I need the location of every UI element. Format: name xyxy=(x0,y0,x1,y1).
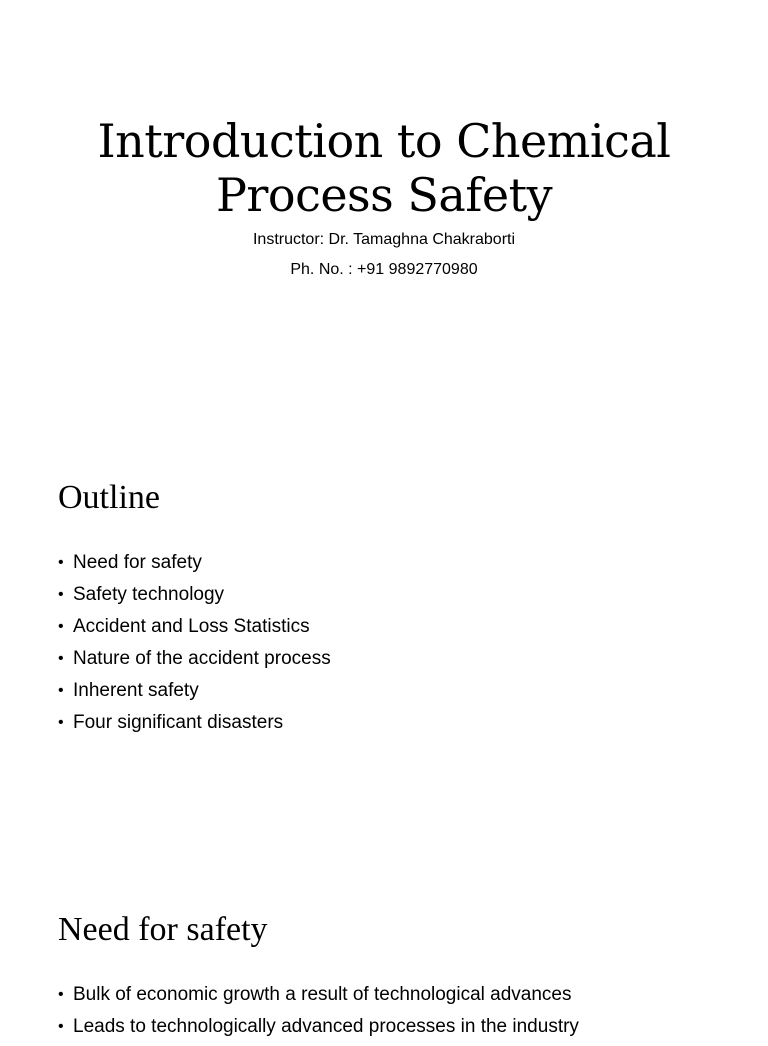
title-slide xyxy=(0,0,768,432)
list-item: • Safety technology xyxy=(58,582,331,614)
outline-heading: Outline xyxy=(58,479,160,516)
phone-number: Ph. No. : +91 9892770980 xyxy=(290,261,478,278)
list-item: • Inherent safety xyxy=(58,678,331,710)
list-item: • Leads to technologically advanced processes in the industry xyxy=(58,1014,579,1046)
title-line-2: Process Safety xyxy=(215,168,553,222)
list-item: • Four significant disasters xyxy=(58,710,331,742)
need-for-safety-heading: Need for safety xyxy=(58,911,268,948)
need-for-safety-slide xyxy=(0,864,768,1037)
presentation-title xyxy=(0,114,768,222)
list-item: • Bulk of economic growth a result of technological advances xyxy=(58,982,579,1014)
instructor-name: Instructor: Dr. Tamaghna Chakraborti xyxy=(252,231,516,248)
outline-slide xyxy=(0,432,768,864)
list-item: • Nature of the accident process xyxy=(58,646,331,678)
list-item: • Accident and Loss Statistics xyxy=(58,614,331,646)
need-for-safety-list xyxy=(58,982,579,1046)
outline-list xyxy=(58,550,331,742)
list-item: • Need for safety xyxy=(58,550,331,582)
title-line-1: Introduction to Chemical xyxy=(97,114,671,168)
